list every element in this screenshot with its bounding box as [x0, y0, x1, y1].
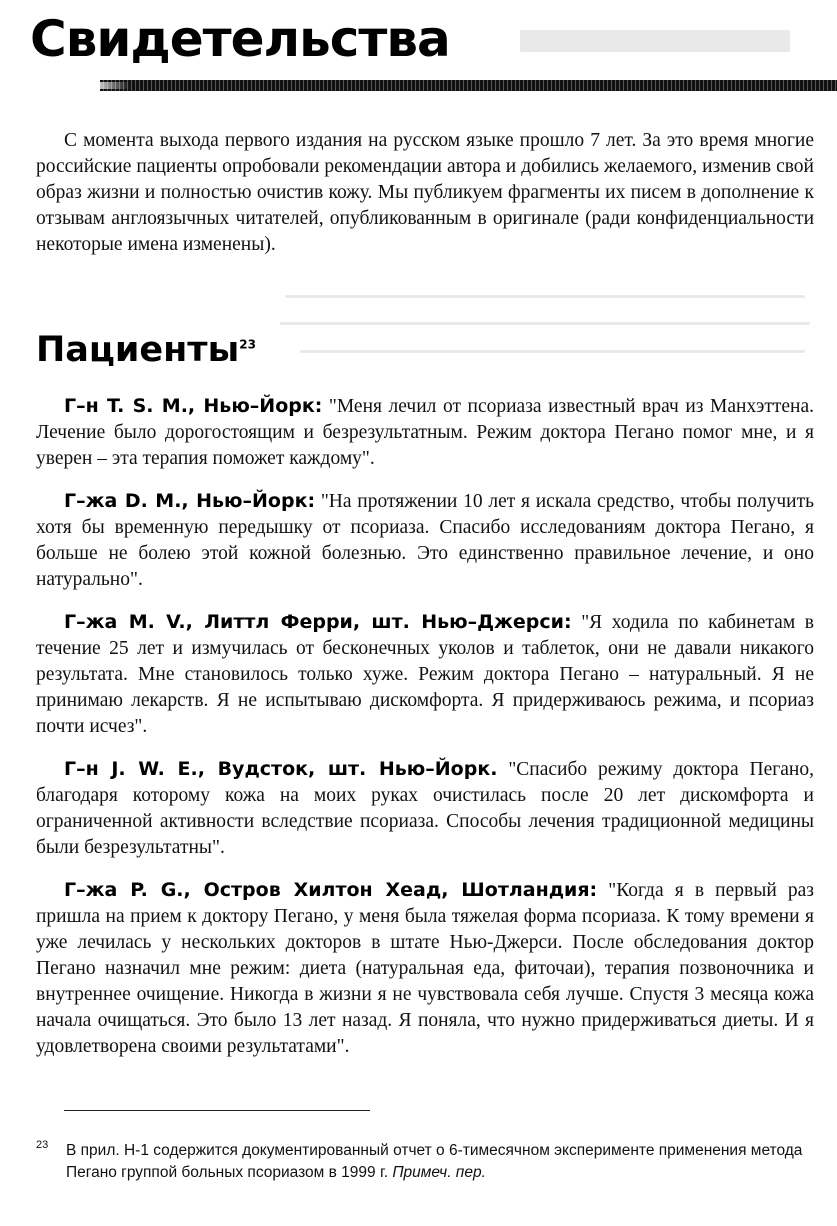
translator-note: Примеч. пер. — [392, 1164, 486, 1181]
testimonial-author: Г–н J. W. E., Вудсток, шт. Нью–Йорк. — [64, 758, 498, 780]
footnote — [36, 1140, 814, 1184]
testimonial — [36, 756, 814, 861]
testimonial-author: Г–жа P. G., Остров Хилтон Хеад, Шотландия: — [64, 879, 598, 901]
testimonial-text: "Когда я в первый раз пришла на прием к доктору Пегано, у меня была тяжелая форма псориаза. К тому времени я уже лечилась у нескольких докторов в штате Нью-Джерси. После обследования доктор Пегано назначил мне режим: диета (натуральная еда, фиточаи), терапия позвоночника и внутреннее очищение. Никогда в жизни я не чувствовала себя лучше. Спустя 3 месяца кожа начала очищаться. Это было 13 лет назад. Я поняла, что нужно придерживаться диеты. И я удовлетворена своими результатами". — [36, 880, 814, 1057]
footnote-ref: 23 — [239, 337, 256, 352]
section-title — [36, 330, 256, 370]
intro-paragraph: С момента выхода первого издания на русском языке прошло 7 лет. За это время многие российские пациенты опробовали рекомендации автора и добились желаемого, изменив свой образ жизни и полностью очистив кожу. Мы публикуем фрагменты их писем в дополнение к отзывам англоязычных читателей, опубликованным в оригинале (ради конфиденциальности некоторые имена изменены). — [36, 130, 814, 255]
testimonial-author: Г–жа M. V., Литтл Ферри, шт. Нью–Джерси: — [64, 611, 572, 633]
chapter-title: Свидетельства — [30, 10, 450, 68]
testimonial-author: Г–н T. S. M., Нью–Йорк: — [64, 395, 323, 417]
bleed-through-smudge — [520, 30, 790, 52]
testimonial-text: "Спасибо режиму доктора Пегано, благодаря которому кожа на моих руках очистилась после 20 лет дискомфорта и ограниченной активности вследствие псориаза. Способы лечения традиционной медицины были безрезультатны". — [36, 759, 814, 858]
testimonials-list — [36, 393, 814, 1076]
footnote-text-block — [66, 1140, 814, 1184]
bleed-through-smudge — [285, 295, 805, 298]
testimonial-text: "Я ходила по кабинетам в течение 25 лет и измучилась от бесконечных уколов и таблеток, они не давали никакого результата. Мне становилось только хуже. Режим доктора Пегано – натуральный. Я не принимаю лекарств. Я не испытываю дискомфорта. Я придерживаюсь режима, и псориаз почти исчез". — [36, 612, 814, 737]
testimonial-text: "На протяжении 10 лет я искала средство, чтобы получить хотя бы временную передышку от псориаза. Спасибо исследованиям доктора Пегано, я больше не болею этой кожной болезнью. Это единственно правильное лечение, и оно натурально". — [36, 491, 814, 590]
title-rule-fade — [90, 82, 130, 89]
testimonial — [36, 609, 814, 740]
footnote-number: 23 — [36, 1139, 49, 1151]
footnote-text: В прил. Н-1 содержится документированный отчет о 6-тимесячном эксперименте применения метода Пегано группой больных псориазом в 1999 г. — [66, 1142, 803, 1181]
section-title-text: Пациенты — [36, 330, 240, 370]
bleed-through-smudge — [300, 350, 805, 353]
bleed-through-smudge — [280, 322, 810, 325]
testimonial-text: "Меня лечил от псориаза известный врач из Манхэттена. Лечение было дорогостоящим и безрезультатным. Режим доктора Пегано помог мне, и я уверен – эта терапия поможет каждому". — [36, 396, 814, 469]
testimonial-author: Г–жа D. M., Нью–Йорк: — [64, 490, 316, 512]
testimonial — [36, 393, 814, 472]
testimonial — [36, 877, 814, 1060]
footnote-divider — [64, 1110, 370, 1111]
title-rule — [100, 80, 837, 91]
testimonial — [36, 488, 814, 593]
